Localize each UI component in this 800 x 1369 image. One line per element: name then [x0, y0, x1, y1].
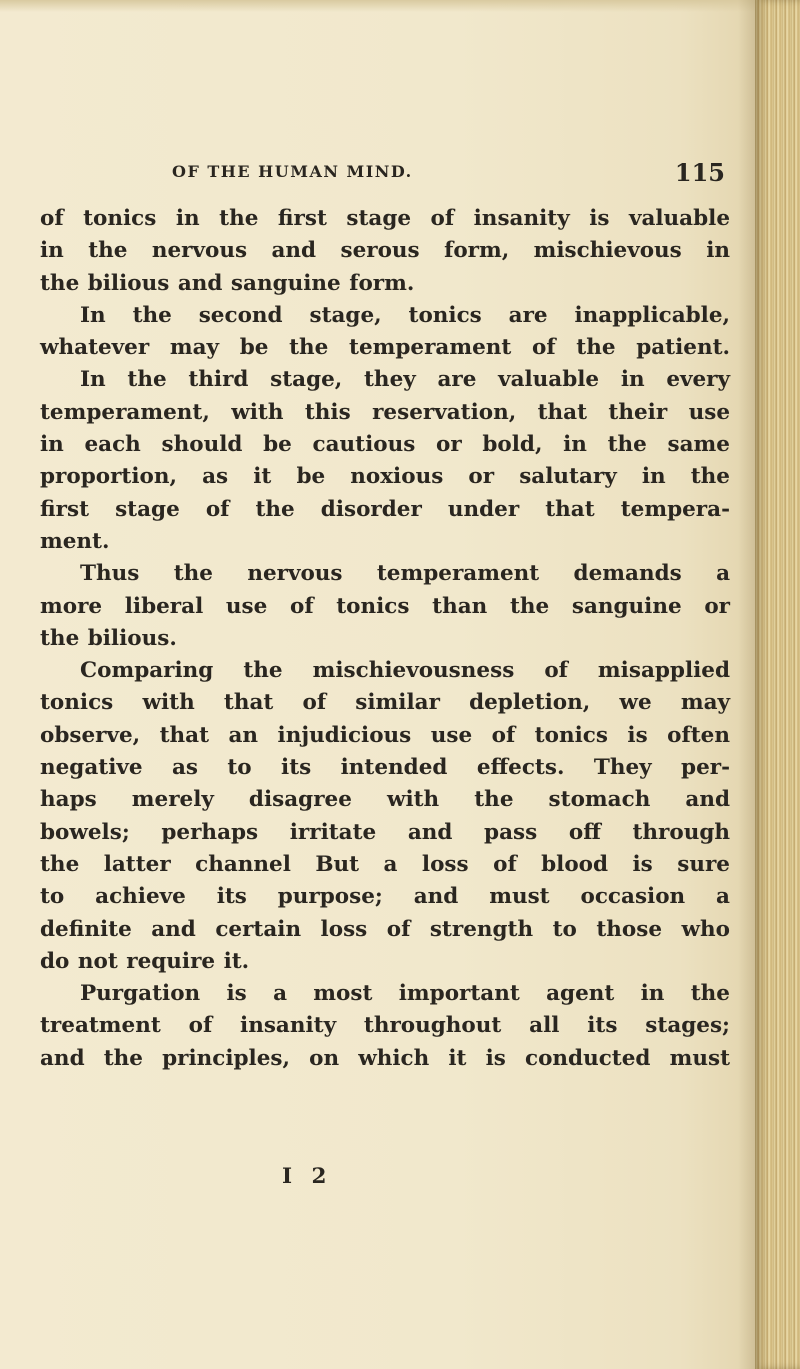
text-line: Comparing the mischievousness of misapplied — [80, 658, 730, 684]
text-line: the bilious and sanguine form. — [40, 270, 415, 296]
text-line: Purgation is a most important agent in the — [80, 981, 730, 1007]
text-line: tonics with that of similar depletion, we may — [40, 690, 730, 716]
text-line: of tonics in the first stage of insanity is valuable — [40, 206, 730, 231]
text-line: haps merely disagree with the stomach and — [40, 787, 730, 813]
text-line: the bilious. — [40, 625, 177, 651]
running-title: OF THE HUMAN MIND. — [172, 162, 413, 181]
page-number: 115 — [674, 158, 725, 187]
text-line: whatever may be the temperament of the patient. — [40, 335, 730, 361]
text-line: and the principles, on which it is conducted must — [40, 1045, 730, 1071]
text-line: temperament, with this reservation, that their use — [40, 399, 730, 425]
text-line: to achieve its purpose; and must occasion a — [40, 884, 730, 910]
text-line: In the second stage, tonics are inapplicable, — [80, 302, 730, 328]
text-line: more liberal use of tonics than the sanguine or — [40, 593, 730, 619]
text-line: the latter channel But a loss of blood is sure — [40, 851, 730, 877]
book-spine — [755, 0, 800, 1369]
text-line: in the nervous and serous form, mischievous in — [40, 238, 730, 264]
gutter-shadow — [738, 0, 756, 1369]
text-line: bowels; perhaps irritate and pass off through — [40, 819, 730, 845]
text-line: first stage of the disorder under that tempera- — [40, 496, 730, 522]
text-line: observe, that an injudicious use of tonics is often — [40, 722, 730, 748]
text-line: proportion, as it be noxious or salutary in the — [40, 464, 730, 490]
text-line: negative as to its intended effects. They per- — [40, 755, 730, 781]
running-head — [172, 158, 725, 192]
text-line: in each should be cautious or bold, in the same — [40, 432, 730, 458]
text-line: treatment of insanity throughout all its stages; — [40, 1013, 730, 1039]
text-line: do not require it. — [40, 948, 250, 974]
text-line: definite and certain loss of strength to those who — [40, 916, 730, 942]
signature-mark: I 2 — [282, 1164, 333, 1189]
body-text — [40, 203, 730, 1075]
text-line: Thus the nervous temperament demands a — [80, 561, 730, 587]
text-line: ment. — [40, 528, 110, 554]
text-line: In the third stage, they are valuable in every — [80, 367, 730, 393]
